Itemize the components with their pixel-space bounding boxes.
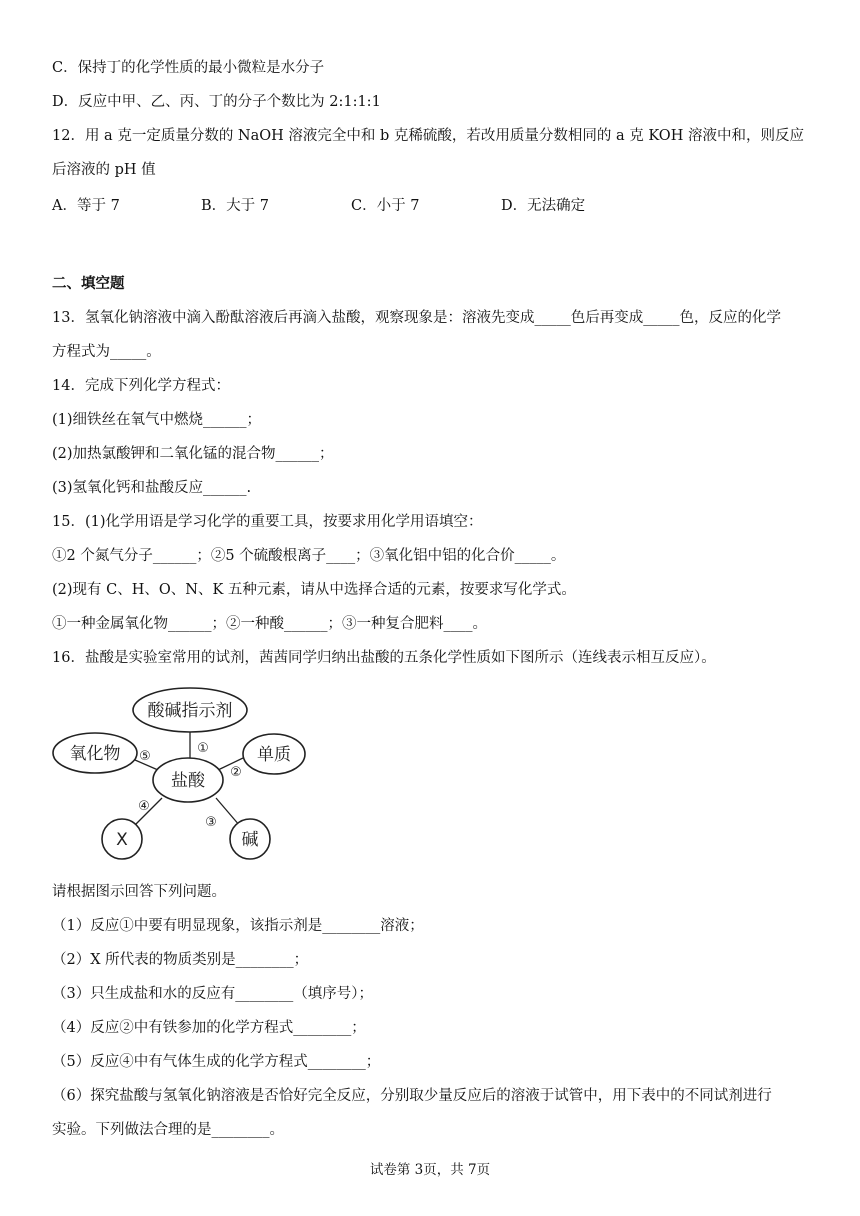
q16-sub-2: （2）X 所代表的物质类别是________； [52, 952, 309, 968]
q11-option-d: D．反应中甲、乙、丙、丁的分子个数比为 2:1:1:1 [52, 94, 381, 110]
reaction-label-1: ① [197, 741, 209, 756]
q16-sub-5: （5）反应④中有气体生成的化学方程式________； [52, 1054, 381, 1070]
q13-line-2: 方程式为_____。 [52, 344, 161, 360]
q15-part1-items: ①2 个氮气分子______；②5 个硫酸根离子____；③氧化铝中铝的化合价_____。 [52, 548, 566, 564]
reaction-label-5: ⑤ [139, 749, 151, 764]
q12-option-d: D．无法确定 [501, 198, 586, 214]
link-base [216, 798, 240, 826]
q15-part2-items: ①一种金属氧化物______；②一种酸______；③一种复合肥料____。 [52, 616, 487, 632]
reaction-label-2: ② [230, 765, 242, 780]
node-element-label: 单质 [257, 745, 291, 765]
node-x-label: X [116, 830, 128, 850]
q16-stem: 16．盐酸是实验室常用的试剂，茜茜同学归纳出盐酸的五条化学性质如下图所示（连线表示相互反应）。 [52, 650, 716, 666]
q12-option-a: A．等于 7 [52, 198, 120, 214]
node-oxide-label: 氧化物 [69, 744, 121, 764]
node-base-label: 碱 [241, 830, 259, 850]
node-center-label: 盐酸 [171, 771, 205, 791]
q15-part2-stem: (2)现有 C、H、O、N、K 五种元素，请从中选择合适的元素，按要求写化学式。 [52, 582, 576, 598]
q12-stem-line-2: 后溶液的 pH 值 [52, 162, 156, 178]
q16-sub-3: （3）只生成盐和水的反应有________（填序号）； [52, 986, 373, 1002]
q14-item-1: (1)细铁丝在氧气中燃烧______； [52, 412, 262, 428]
q15-stem: 15．(1)化学用语是学习化学的重要工具，按要求用化学用语填空： [52, 514, 483, 530]
q16-sub-4: （4）反应②中有铁参加的化学方程式________； [52, 1020, 366, 1036]
q12-option-c: C．小于 7 [351, 198, 420, 214]
reaction-label-3: ③ [205, 815, 217, 830]
q14-stem: 14．完成下列化学方程式： [52, 378, 230, 394]
q12-option-b: B．大于 7 [201, 198, 269, 214]
q14-item-3: (3)氢氧化钙和盐酸反应______. [52, 480, 252, 496]
q16-instruction: 请根据图示回答下列问题。 [52, 884, 226, 900]
reaction-label-4: ④ [138, 799, 150, 814]
page-footer: 试卷第 3页，共 7页 [369, 1162, 491, 1178]
q13-line-1: 13．氢氧化钠溶液中滴入酚酞溶液后再滴入盐酸，观察现象是：溶液先变成_____色后再变成_____色，反应的化学 [52, 310, 781, 326]
hydrochloric-acid-properties-diagram [40, 680, 330, 870]
q16-sub-6-line-1: （6）探究盐酸与氢氧化钠溶液是否恰好完全反应，分别取少量反应后的溶液于试管中，用下表中的不同试剂进行 [52, 1088, 772, 1104]
q16-sub-6-line-2: 实验。下列做法合理的是________。 [52, 1122, 284, 1138]
q11-option-c: C．保持丁的化学性质的最小微粒是水分子 [52, 60, 325, 76]
q14-item-2: (2)加热氯酸钾和二氧化锰的混合物______； [52, 446, 334, 462]
q16-sub-1: （1）反应①中要有明显现象，该指示剂是________溶液； [52, 918, 424, 934]
section-heading: 二、填空题 [52, 275, 125, 292]
node-indicator-label: 酸碱指示剂 [147, 701, 233, 721]
q12-stem-line-1: 12．用 a 克一定质量分数的 NaOH 溶液完全中和 b 克稀硫酸，若改用质量分数相同的 a 克 KOH 溶液中和，则反应 [52, 128, 804, 144]
